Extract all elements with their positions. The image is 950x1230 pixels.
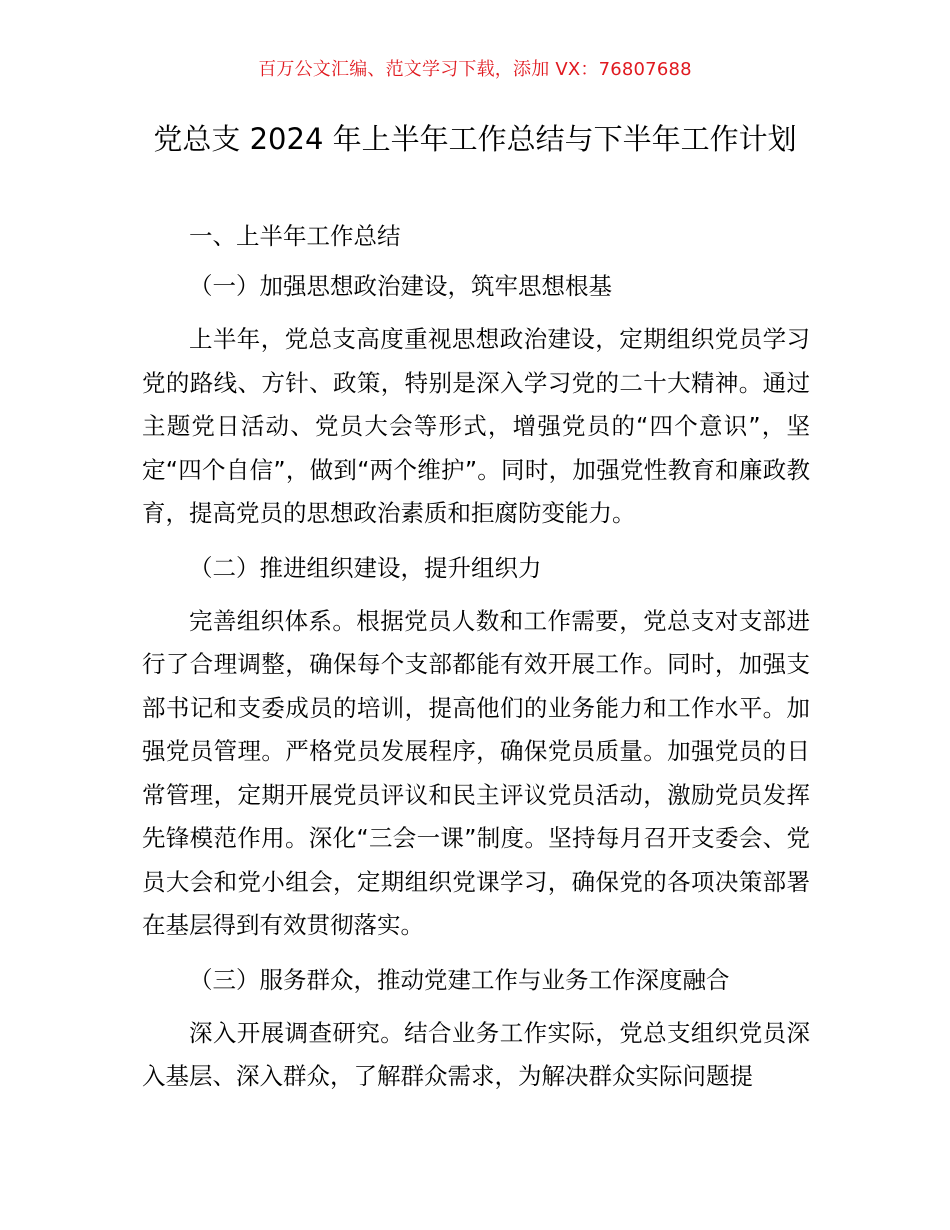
header-watermark-note: 百万公文汇编、范文学习下载，添加 VX：76807688 xyxy=(258,59,692,80)
paragraph-ideological-building: 上半年，党总支高度重视思想政治建设，定期组织党员学习党的路线、方针、政策，特别是深入学习党的二十大精神。通过主题党日活动、党员大会等形式，增强党员的“四个意识”，坚定“四个自信”，做到“两个维护”。同时，加强党性教育和廉政教育，提高党员的思想政治素质和拒腐防变能力。 xyxy=(142,325,810,527)
subsection-heading-organization-building: （二）推进组织建设，提升组织力 xyxy=(189,553,542,582)
subsection-heading-serve-masses: （三）服务群众，推动党建工作与业务工作深度融合 xyxy=(189,965,730,994)
section-heading-first-half-summary: 一、上半年工作总结 xyxy=(189,222,401,250)
page-title: 党总支 2024 年上半年工作总结与下半年工作计划 xyxy=(153,122,797,156)
paragraph-serve-masses: 深入开展调查研究。结合业务工作实际，党总支组织党员深入基层、深入群众，了解群众需求，为解决群众实际问题提 xyxy=(142,1018,810,1090)
document-body xyxy=(142,218,810,1113)
subsection-heading-ideological-building: （一）加强思想政治建设，筑牢思想根基 xyxy=(189,272,612,300)
paragraph-organization-building: 完善组织体系。根据党员人数和工作需要，党总支对支部进行了合理调整，确保每个支部都能有效开展工作。同时，加强支部书记和支委成员的培训，提高他们的业务能力和工作水平。加强党员管理。严格党员发展程序，确保党员质量。加强党员的日常管理，定期开展党员评议和民主评议党员活动，激励党员发挥先锋模范作用。深化“三会一课”制度。坚持每月召开支委会、党员大会和党小组会，定期组织党课学习，确保党的各项决策部署在基层得到有效贯彻落实。 xyxy=(142,606,810,939)
